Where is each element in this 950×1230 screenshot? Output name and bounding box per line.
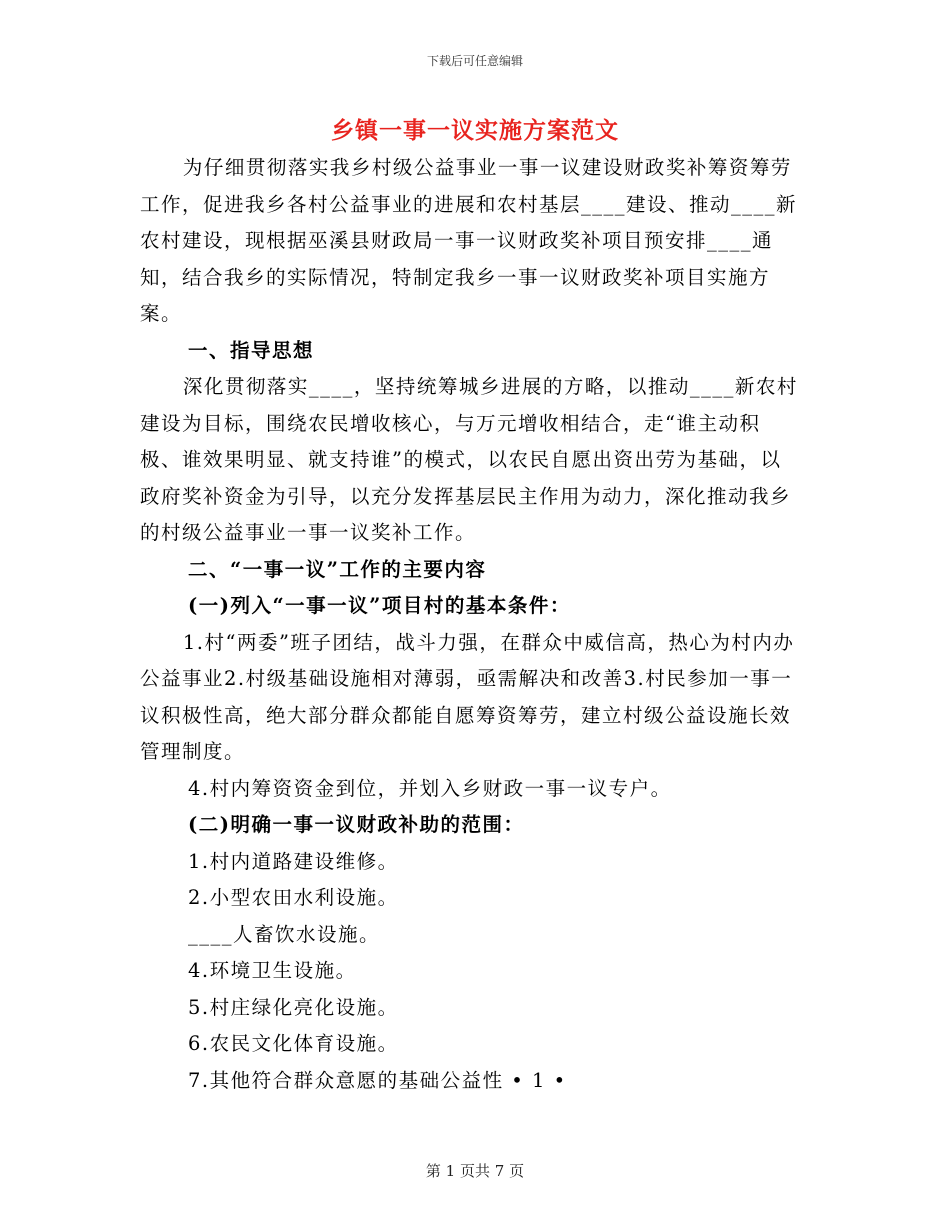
- document-title: 乡镇一事一议实施方案范文: [331, 117, 619, 144]
- list-item: 1.村内道路建设维修。: [188, 849, 399, 873]
- subsection-heading-1: (一)列入“一事一议”项目村的基本条件：: [188, 594, 571, 617]
- list-item: 4.环境卫生设施。: [188, 959, 357, 982]
- guiding-ideas-paragraph: 深化贯彻落实____，坚持统筹城乡进展的方略，以推动____新农村建设为目标，围绕农民增收核心，与万元增收相结合，走“谁主动积极、谁效果明显、就支持谁”的模式，以农民自愿出资出劳为基础，以政府奖补资金为引导，以充分发挥基层民主作用为动力，深化推动我乡的村级公益事业一事一议奖补工作。: [140, 375, 798, 544]
- section-heading-1: 一、指导思想: [188, 338, 315, 362]
- document-body: [140, 150, 800, 1099]
- list-item: 7.其他符合群众意愿的基础公益性 • 1 •: [188, 1068, 567, 1092]
- list-item: 5.村庄绿化亮化设施。: [188, 995, 399, 1019]
- condition-item-4: 4.村内筹资资金到位，并划入乡财政一事一议专户。: [188, 776, 672, 800]
- list-item: ____人畜饮水设施。: [188, 922, 381, 946]
- page-header: 下载后可任意编辑: [426, 54, 523, 68]
- intro-paragraph: 为仔细贯彻落实我乡村级公益事业一事一议建设财政奖补筹资筹劳工作，促进我乡各村公益事业的进展和农村基层____建设、推动____新农村建设，现根据巫溪县财政局一事一议财政奖补项目预安排____通知，结合我乡的实际情况，特制定我乡一事一议财政奖补项目实施方案。: [140, 156, 798, 325]
- list-item: 6.农民文化体育设施。: [188, 1032, 399, 1055]
- conditions-paragraph: 1.村“两委”班子团结，战斗力强，在群众中威信高，热心为村内办公益事业2.村级基础设施相对薄弱，亟需解决和改善3.村民参加一事一议积极性高，绝大部分群众都能自愿筹资筹劳，建立村级公益设施长效管理制度。: [140, 630, 795, 763]
- list-item: 2.小型农田水利设施。: [188, 886, 399, 909]
- subsection-heading-2: (二)明确一事一议财政补助的范围：: [188, 813, 525, 836]
- page-footer: 第 1 页共 7 页: [425, 1162, 525, 1180]
- section-heading-2: 二、“一事一议”工作的主要内容: [188, 557, 487, 581]
